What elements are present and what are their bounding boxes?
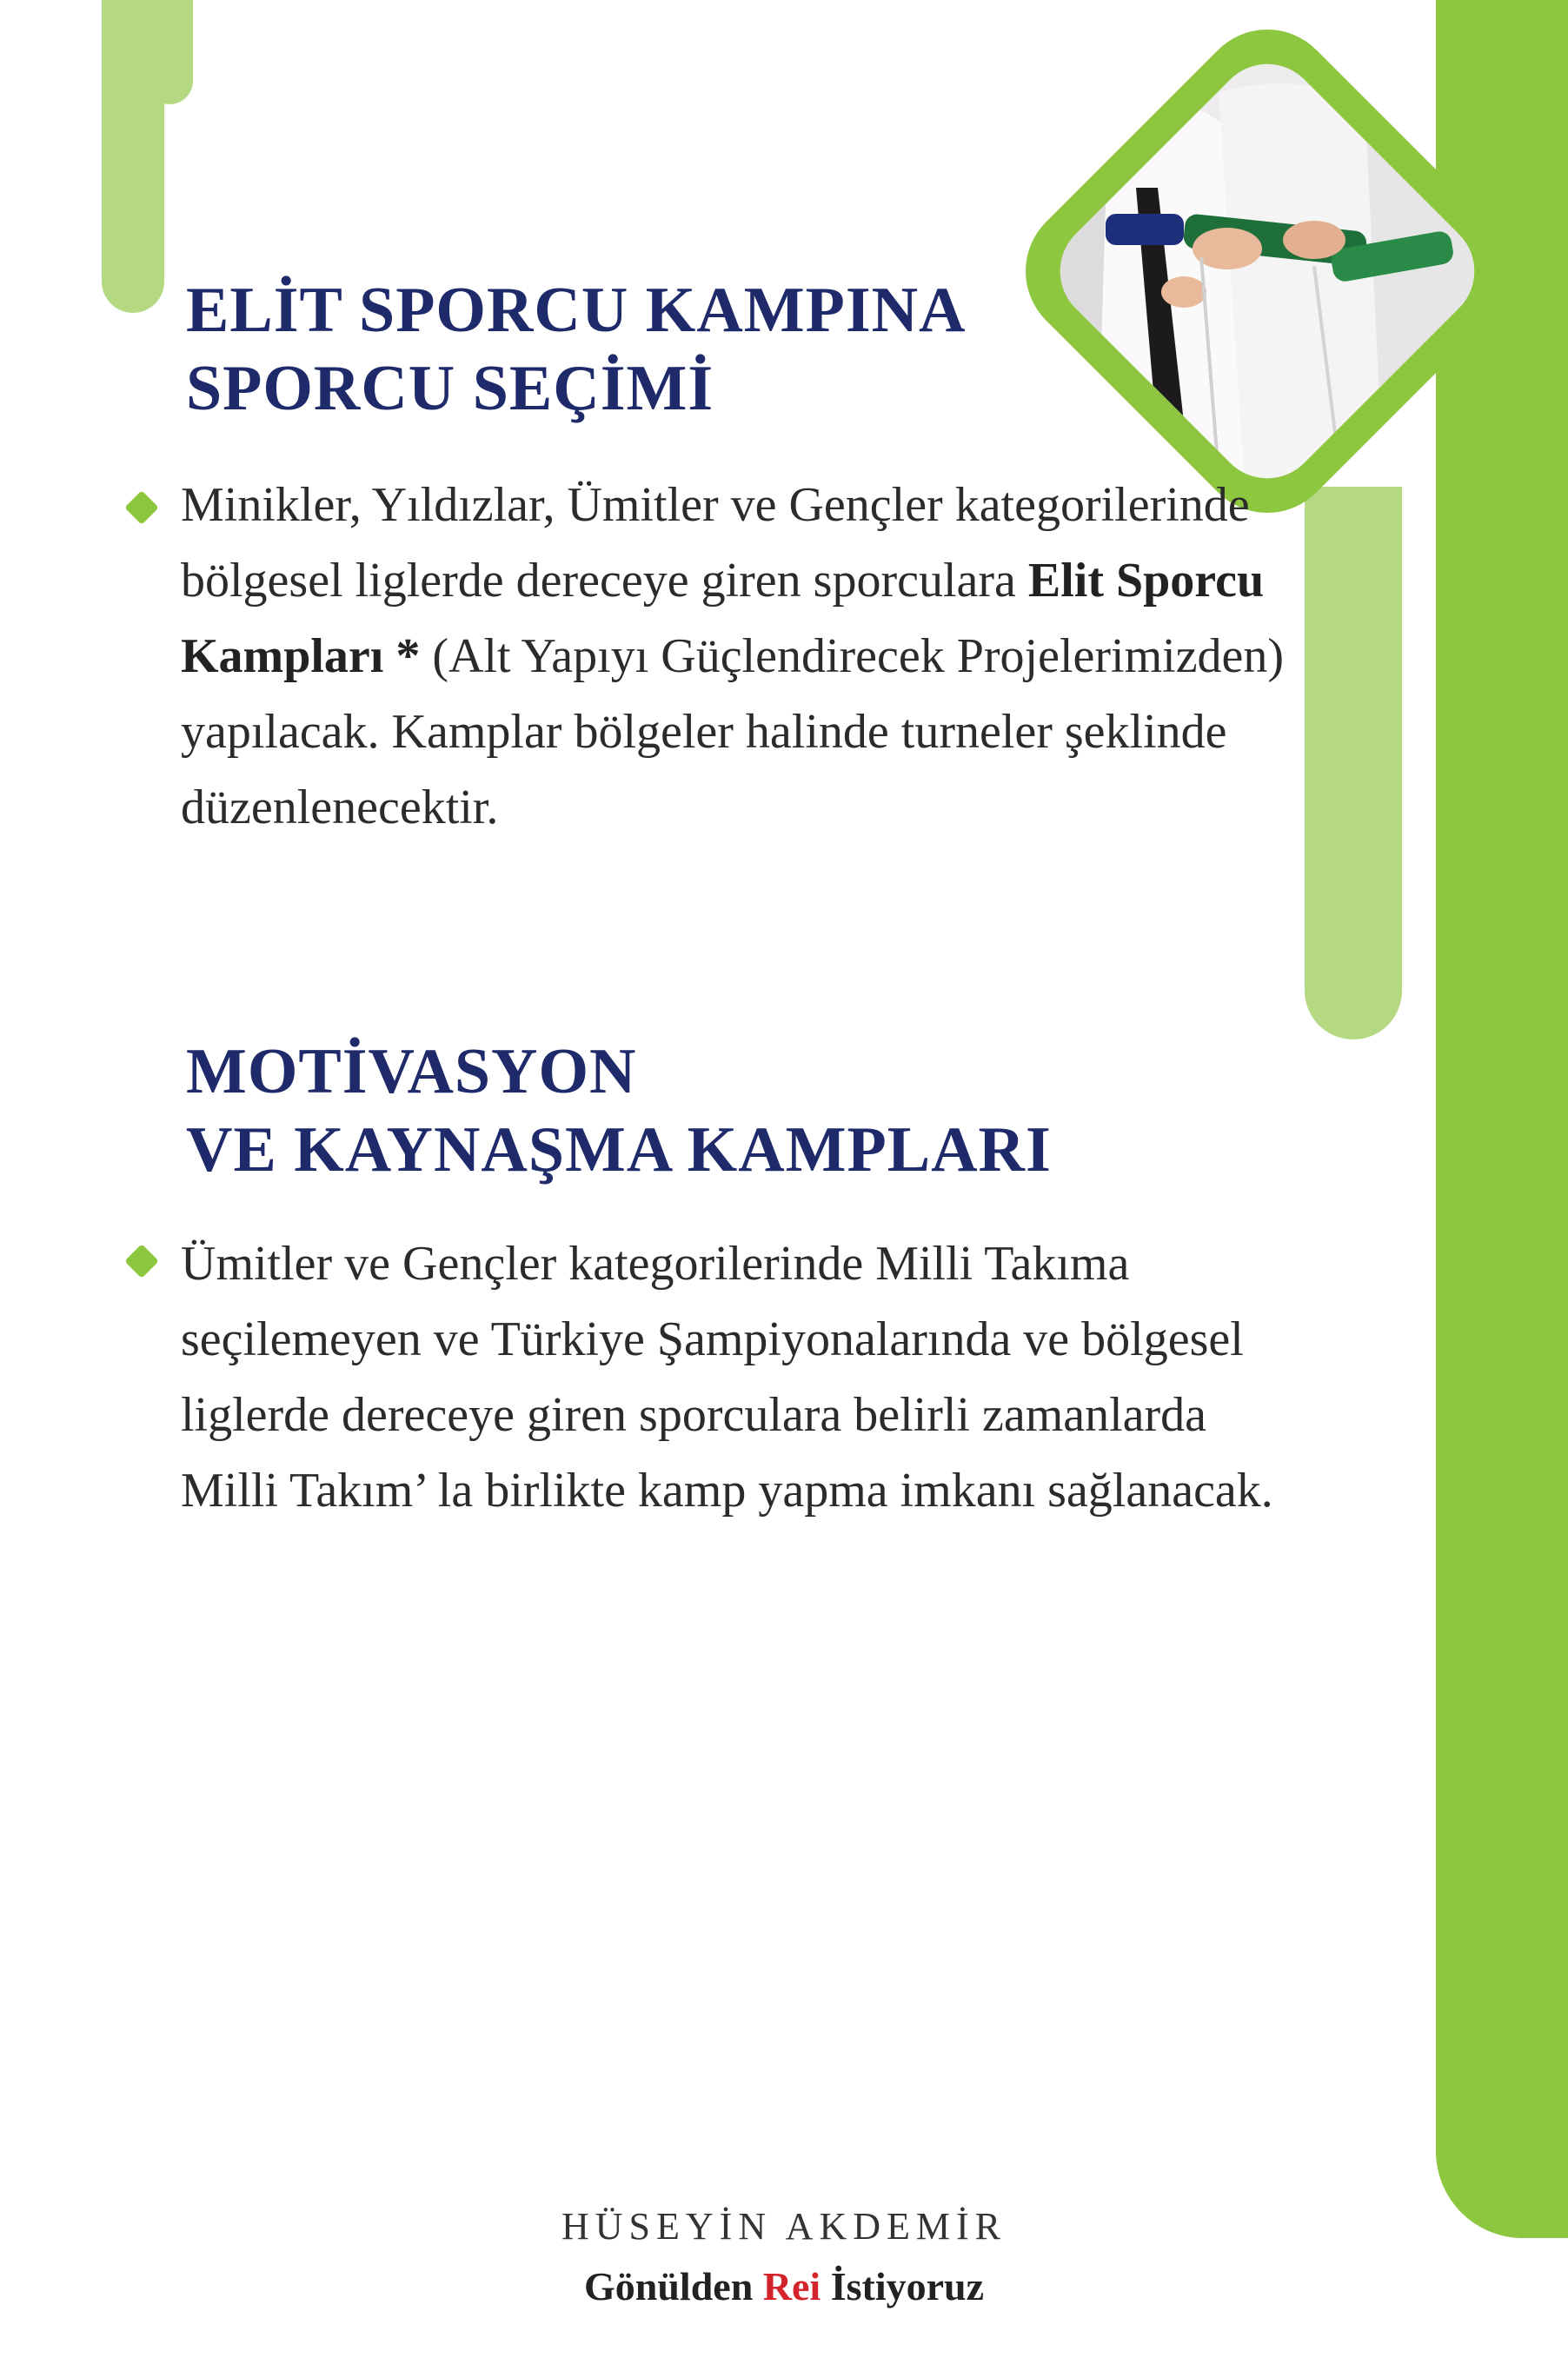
- section1-title-line2: SPORCU SEÇİMİ: [186, 353, 714, 424]
- section1-text: Minikler, Yıldızlar, Ümitler ve Gençler kategorilerinde bölgesel liglerde dereceye giren sporculara: [181, 478, 1250, 608]
- section1-title: [186, 271, 967, 428]
- section1-bold-text: Elit Sporcu Kampları *: [181, 554, 1265, 683]
- section1-paragraph: [181, 468, 1311, 846]
- decorative-bar-middle: [1305, 487, 1402, 1040]
- section2-paragraph: [181, 1226, 1311, 1529]
- footer-name: HÜSEYİN AKDEMİR: [561, 2205, 1007, 2248]
- section2-title: [186, 1033, 1052, 1189]
- karate-photo: [1039, 43, 1496, 500]
- section1-text-after: (Alt Yapıyı Güçlendirecek Projelerimizden) yapılacak. Kamplar bölgeler halinde turneler şeklinde düzenlenecektir.: [181, 629, 1285, 834]
- section2-title-line1: MOTİVASYON: [186, 1036, 637, 1107]
- footer-slogan: [0, 2263, 1568, 2309]
- slogan-part2: İstiyoruz: [821, 2264, 985, 2308]
- diamond-bullet-icon: [124, 490, 159, 525]
- section1-title-line1: ELİT SPORCU KAMPINA: [186, 275, 967, 346]
- diamond-bullet-icon: [124, 1244, 159, 1279]
- slogan-highlight: Rei: [762, 2264, 821, 2308]
- slogan-part1: Gönülden: [583, 2264, 763, 2308]
- karate-photo-illustration: [1053, 57, 1481, 485]
- section2-title-line2: VE KAYNAŞMA KAMPLARI: [186, 1114, 1052, 1186]
- section2-text: Ümitler ve Gençler kategorilerinde Milli Takıma seçilemeyen ve Türkiye Şampiyonalarında ve bölgesel liglerde dereceye giren sporculara belirli zamanlarda Milli Takım’ la birlikte kamp yapma imkanı sağlanacak.: [181, 1237, 1273, 1518]
- decorative-bar-top-left-small: [146, 0, 193, 104]
